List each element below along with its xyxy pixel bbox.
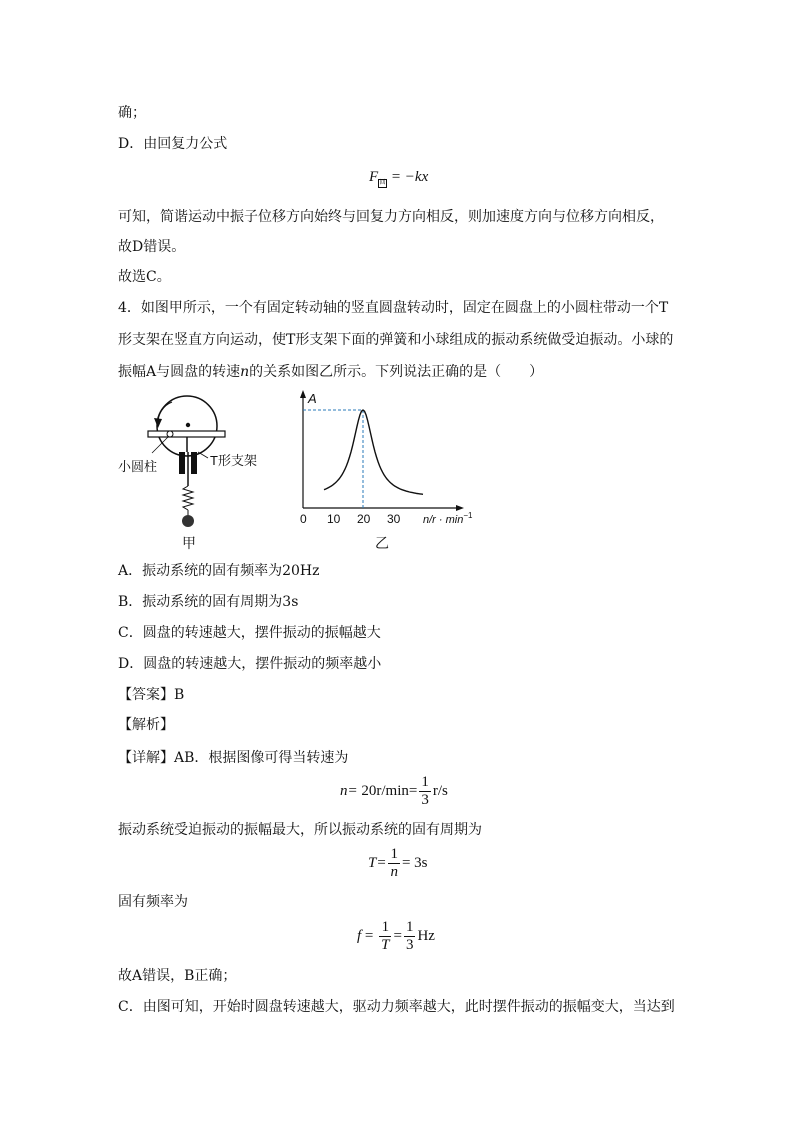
option-c: C．圆盘的转速越大，摆件振动的振幅越大 — [118, 625, 381, 641]
rotation-arrowhead-icon — [154, 418, 162, 428]
caption-jia: 甲 — [182, 535, 196, 551]
eq4-eq: = — [361, 927, 378, 944]
question-4-line-2: 形支架在竖直方向运动，使T形支架下面的弹簧和小球组成的振动系统做受迫振动。小球的 — [118, 332, 674, 348]
text-line-5: 故选C。 — [118, 269, 171, 285]
eq-subscript: 回 — [379, 180, 386, 186]
ball — [182, 515, 194, 527]
guide-right — [191, 452, 197, 474]
eq4-unit: Hz — [417, 927, 435, 944]
option-d: D．圆盘的转速越大，摆件振动的频率越小 — [118, 656, 382, 672]
equation-restoring-force — [369, 169, 428, 188]
label-t-frame: T形支架 — [210, 453, 257, 468]
q4-text-pre: 振幅A与圆盘的转速 — [118, 364, 241, 380]
text-line-4: 故D错误。 — [118, 239, 186, 255]
option-b: B．振动系统的固有周期为3s — [118, 594, 299, 610]
eq4-fraction-2: $\frac{1}{3}$ — [405, 919, 414, 953]
text-line-ab: 故A错误，B正确； — [118, 968, 237, 984]
resonance-curve — [324, 410, 423, 494]
spring — [183, 486, 193, 510]
eq-symbol-f: F — [369, 169, 379, 185]
question-4-line-1: 4．如图甲所示，一个有固定转动轴的竖直圆盘转动时，固定在圆盘上的小圆柱带动一个T — [118, 300, 669, 316]
q4-symbol-n: n — [240, 364, 250, 380]
eq2-fraction: $\frac{1}{3}$ — [421, 774, 429, 808]
detail-line: 【详解】AB．根据图像可得当转速为 — [118, 750, 349, 766]
analysis-heading: 【解析】 — [118, 717, 174, 733]
x-tick-label: 0 — [300, 512, 307, 526]
eq2-unit: r/s — [432, 782, 448, 799]
y-axis-label: A — [308, 391, 317, 406]
eq4-eq2: = — [393, 927, 402, 944]
y-axis-arrow-icon — [300, 390, 306, 398]
x-axis-label: $n/r \cdot \min^{-1}$ — [423, 511, 473, 526]
guide-left — [179, 452, 185, 474]
x-tick-label: 10 — [327, 512, 341, 526]
figure-jia — [110, 388, 270, 558]
equation-speed — [340, 774, 448, 809]
answer: 【答案】B — [118, 687, 185, 703]
disk-axis-dot — [186, 423, 190, 427]
eq-rhs: = −kx — [390, 169, 429, 185]
eq3-t: T= — [368, 854, 387, 871]
text-line-c: C．由图可知，开始时圆盘转速越大，驱动力频率越大，此时摆件振动的振幅变大，当达到 — [118, 999, 675, 1015]
text-line-3: 可知，简谐运动中振子位移方向始终与回复力方向相反，则加速度方向与位移方向相反， — [118, 209, 664, 225]
eq3-rhs: = 3s — [401, 854, 428, 871]
leader-t-frame — [198, 452, 208, 458]
small-cylinder — [167, 431, 173, 437]
text-line-1: 确； — [118, 105, 146, 121]
equation-period — [368, 846, 428, 881]
figure-yi-chart — [290, 388, 490, 558]
text-line-2: D．由回复力公式 — [118, 136, 228, 152]
label-small-cylinder: 小圆柱 — [118, 459, 158, 474]
eq4-fraction-1: $\frac{1}{T}$ — [381, 919, 390, 953]
option-a: A．振动系统的固有频率为20Hz — [118, 563, 320, 579]
question-4-line-3 — [118, 362, 543, 382]
equation-frequency — [357, 919, 435, 954]
eq4-f: f — [357, 927, 362, 944]
text-line-frequency: 固有频率为 — [118, 894, 188, 910]
q4-text-post: 的关系如图乙所示。下列说法正确的是（ ） — [249, 364, 544, 380]
text-line-amplitude: 振动系统受迫振动的振幅最大，所以振动系统的固有周期为 — [118, 822, 482, 838]
caption-yi: 乙 — [375, 535, 389, 551]
x-tick-label: 30 — [387, 512, 401, 526]
x-tick-label: 20 — [357, 512, 371, 526]
eq2-n: n= — [340, 782, 358, 799]
t-frame-bar — [148, 431, 225, 437]
eq3-fraction: $\frac{1}{n}$ — [390, 846, 398, 880]
eq2-mid: 20r/min= — [357, 782, 418, 799]
